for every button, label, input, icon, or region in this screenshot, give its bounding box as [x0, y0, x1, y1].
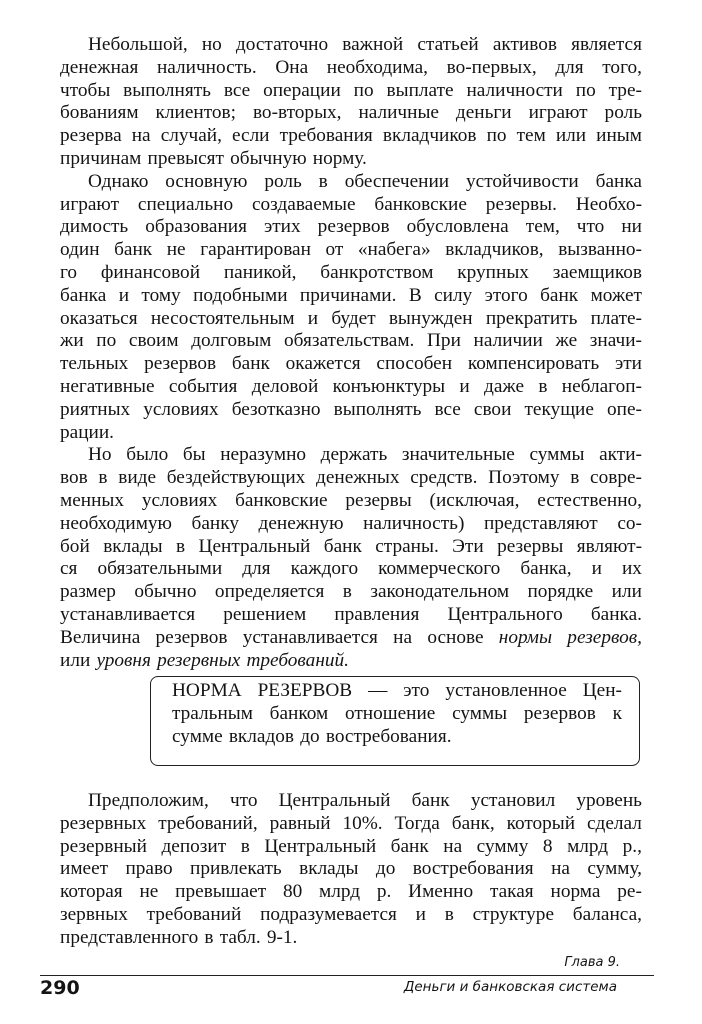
- text-line: размер обычно определяется в законодательном порядке или: [60, 581, 642, 603]
- running-head: Деньги и банковская система: [403, 979, 617, 995]
- text-line: негативные события деловой конъюнктуры и даже в неблагоп-: [60, 375, 642, 397]
- text-line: причинам превысят обычную норму.: [60, 147, 367, 169]
- text-line: один банк не гарантирован от «набега» вкладчиков, вызванно-: [60, 239, 642, 261]
- text-line: жи по своим долговым обязательствам. При наличии же значи-: [60, 330, 642, 352]
- text-line: оказаться несостоятельным и будет вынужден прекратить плате-: [60, 307, 642, 329]
- text-line: риятных условиях безотказно выполнять все свои текущие опе-: [60, 398, 642, 420]
- text-line: банка и тому подобными причинами. В силу этого банк может: [60, 284, 642, 306]
- page-number: 290: [40, 977, 80, 999]
- text-line: менных условиях банковские резервы (исключая, естественно,: [60, 489, 642, 511]
- text-line: тельных резервов банк окажется способен компенсировать эти: [60, 353, 642, 375]
- emphasized-term: резервов,: [567, 626, 642, 648]
- footer-rule: [40, 975, 654, 976]
- text-line-with-emphasis: или уровня резервных требований.: [60, 649, 349, 671]
- text-line: представленного в табл. 9-1.: [60, 926, 298, 948]
- emphasized-term: нормы: [498, 626, 553, 648]
- definition-text: [172, 680, 622, 748]
- emphasized-term: уровня: [96, 649, 151, 671]
- text-line: сумме вкладов до востребования.: [172, 725, 452, 747]
- text-line: Однако основную роль в обеспечении устойчивости банка: [88, 170, 642, 192]
- text-line: резерва на случай, если требования вкладчиков по тем или иным: [60, 125, 642, 147]
- emphasized-term: требований.: [246, 649, 349, 671]
- chapter-label: Глава 9.: [564, 955, 620, 970]
- text-line: Но было бы неразумно держать значительные суммы акти-: [88, 444, 642, 466]
- text-line: димость образования этих резервов обусловлена тем, что ни: [60, 216, 642, 238]
- text-line: Предположим, что Центральный банк установил уровень: [88, 790, 642, 811]
- text-line: резервный депозит в Центральный банк на сумму 8 млрд р.,: [60, 835, 642, 857]
- text-line: резервных требований, равный 10%. Тогда банк, который сделал: [60, 812, 642, 834]
- text-line: необходимую банку денежную наличность) представляют со-: [60, 512, 642, 534]
- text-line: играют специально создаваемые банковские резервы. Необхо-: [60, 193, 642, 215]
- text-line: го финансовой паникой, банкротством крупных заемщиков: [60, 261, 642, 283]
- text-line: ся обязательными для каждого коммерческого банка, и их: [60, 558, 642, 580]
- text-line: тральным банком отношение суммы резервов к: [172, 702, 622, 724]
- emphasized-term: резервных: [157, 649, 241, 671]
- text-line: рации.: [60, 421, 114, 443]
- text-line: бованиям клиентов; во-вторых, наличные деньги играют роль: [60, 102, 642, 124]
- text-line: Небольшой, но достаточно важной статьей активов является: [88, 34, 642, 55]
- text-line: зервных требований подразумевается и в структуре баланса,: [60, 903, 642, 925]
- text-line-with-emphasis: Величина резервов устанавливается на основе нормы резервов,: [60, 626, 642, 648]
- text-line: имеет право привлекать вклады до востребования на сумму,: [60, 858, 642, 880]
- body-text-continued: [60, 790, 642, 950]
- text-line: НОРМА РЕЗЕРВОВ — это установленное Цен-: [172, 680, 622, 701]
- text-line: устанавливается решением правления Центрального банка.: [60, 603, 642, 625]
- body-text: [60, 34, 642, 672]
- text-line: которая не превышает 80 млрд р. Именно такая норма ре-: [60, 881, 642, 903]
- text-line: денежная наличность. Она необходима, во-первых, для того,: [60, 56, 642, 78]
- text-line: бой вклады в Центральный банк страны. Эти резервы являют-: [60, 535, 642, 557]
- text-line: чтобы выполнять все операции по выплате наличности по тре-: [60, 79, 642, 101]
- text-line: вов в виде бездействующих денежных средств. Поэтому в совре-: [60, 467, 642, 489]
